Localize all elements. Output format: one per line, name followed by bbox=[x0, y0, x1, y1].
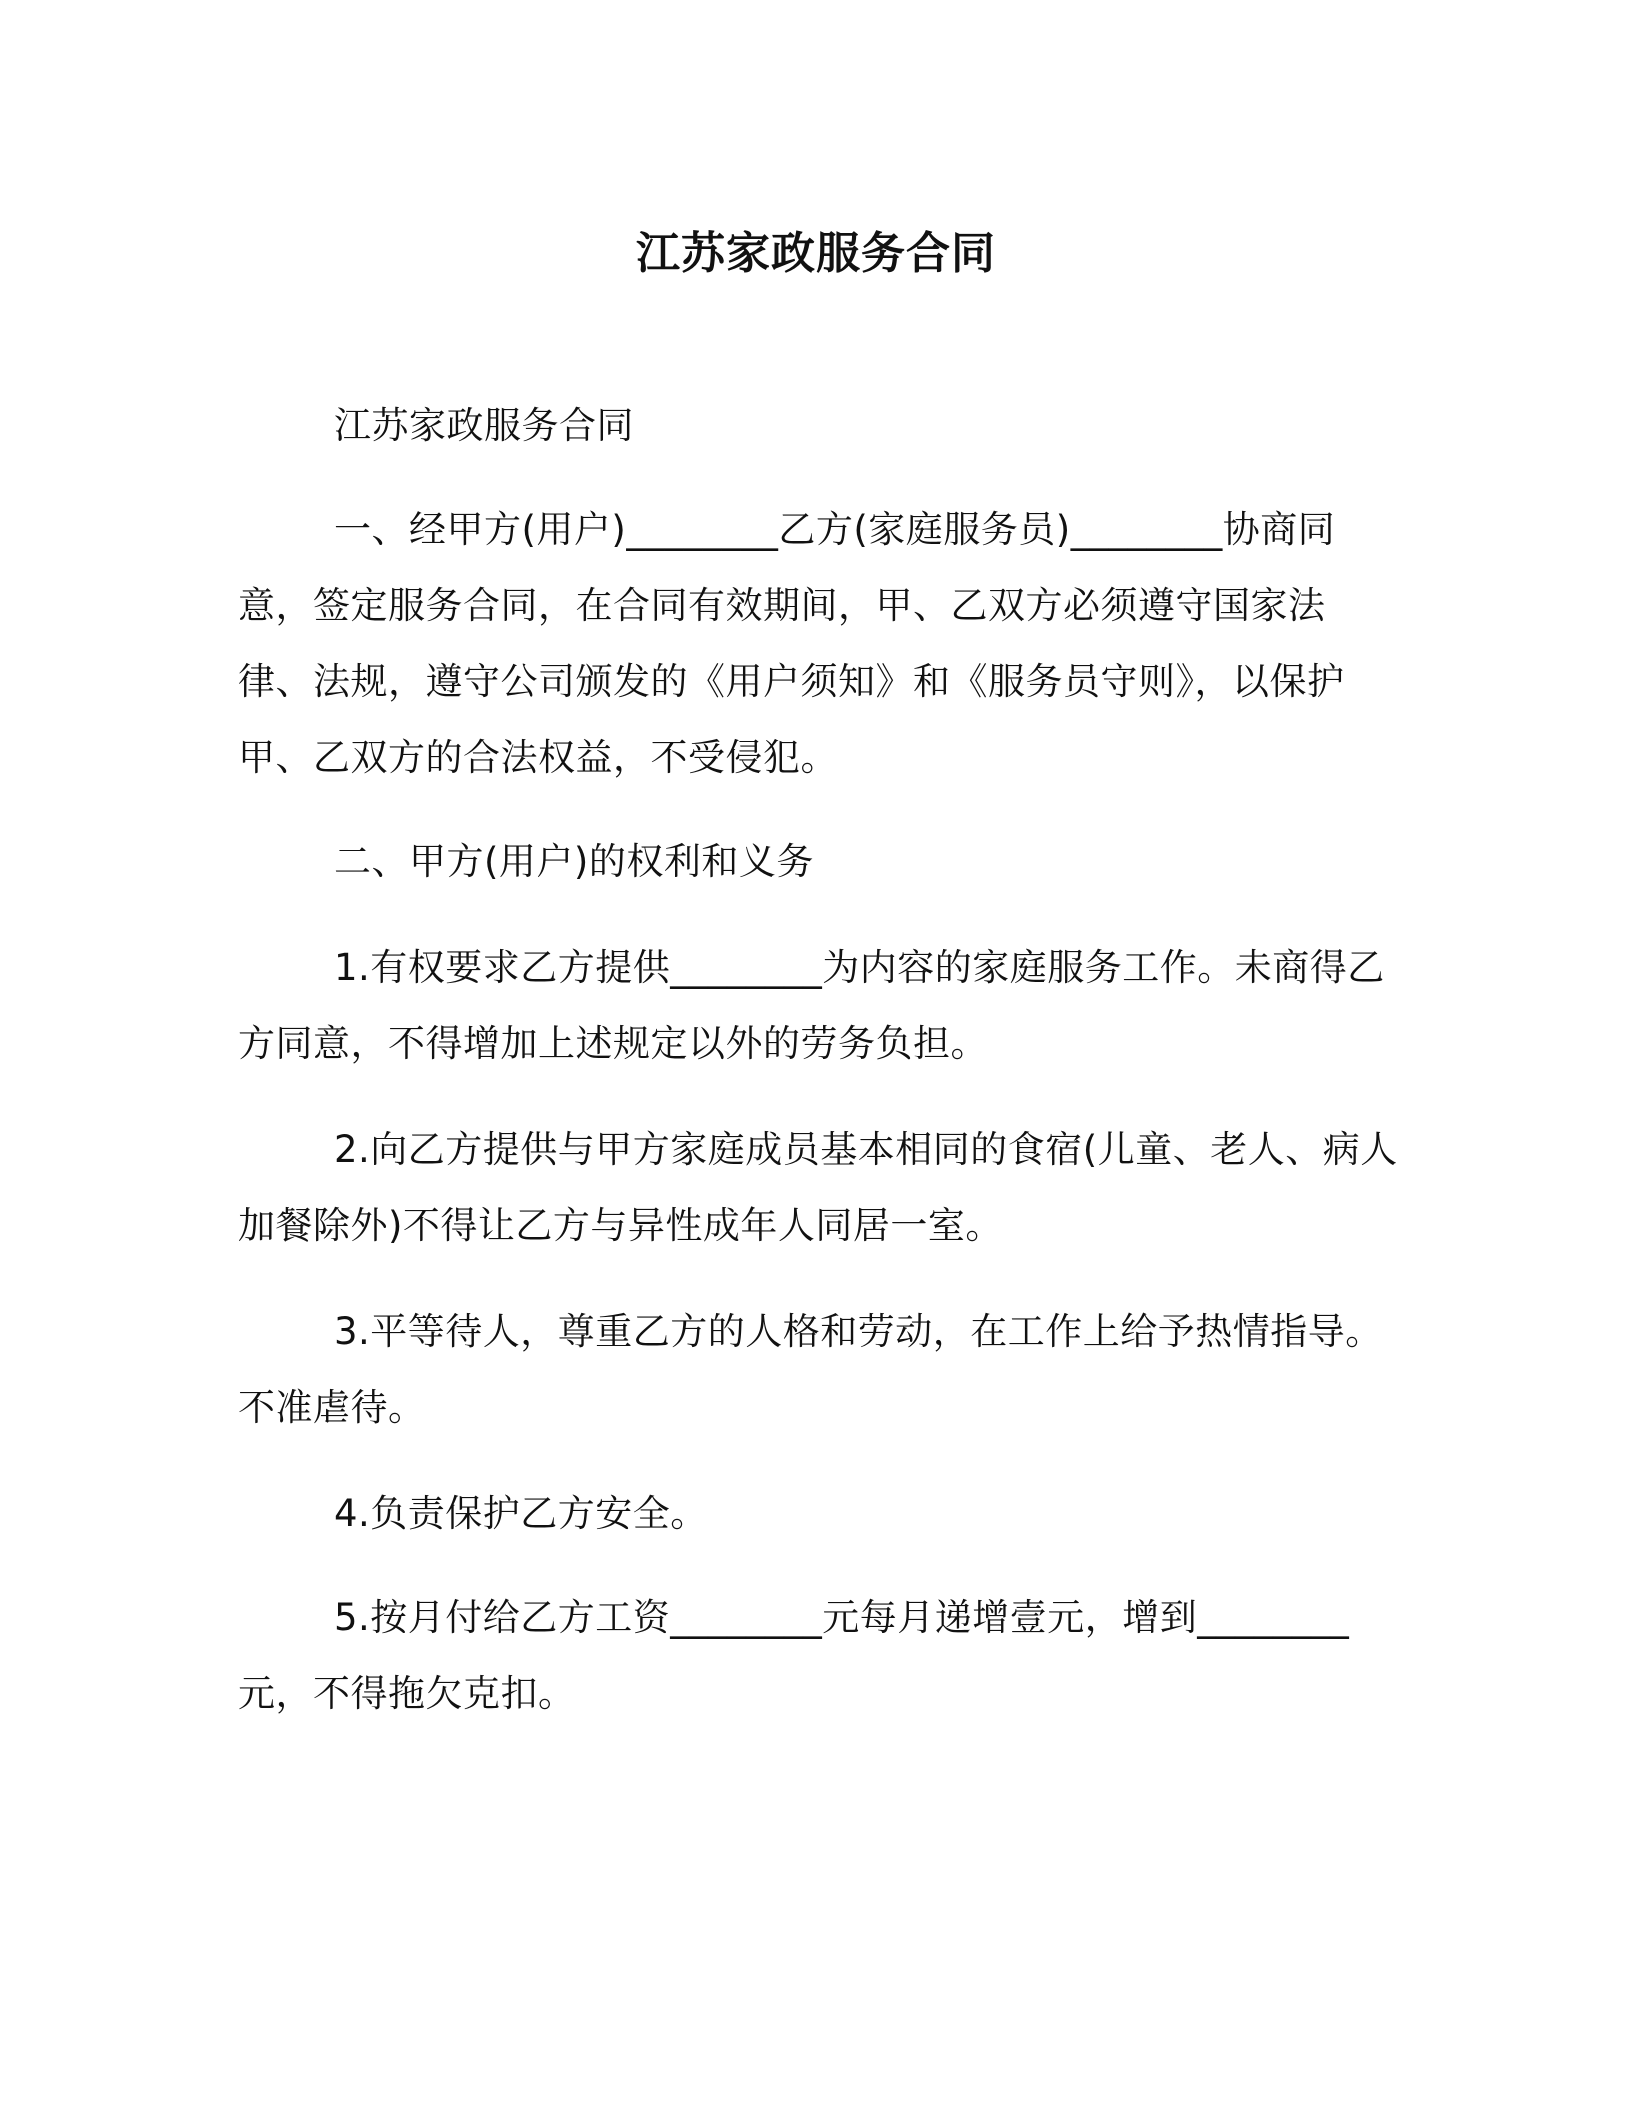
item-4-paragraph: 4.负责保护乙方安全。 bbox=[334, 1492, 708, 1535]
item-2-paragraph: 2.向乙方提供与甲方家庭成员基本相同的食宿(儿童、老人、病人加餐除外)不得让乙方与异性成年人同居一室。 bbox=[238, 1128, 1398, 1247]
section-two-heading: 二、甲方(用户)的权利和义务 bbox=[334, 840, 814, 883]
clause-one-paragraph: 一、经甲方(用户)________乙方(家庭服务员)________协商同意，签定服务合同，在合同有效期间，甲、乙双方必须遵守国家法律、法规，遵守公司颁发的《用户须知》和《服务员守则》，以保护甲、乙双方的合法权益，不受侵犯。 bbox=[238, 508, 1345, 779]
item-1-paragraph: 1.有权要求乙方提供________为内容的家庭服务工作。未商得乙方同意，不得增加上述规定以外的劳务负担。 bbox=[238, 946, 1385, 1065]
document-title: 江苏家政服务合同 bbox=[636, 228, 996, 279]
item-5-paragraph: 5.按月付给乙方工资________元每月递增壹元，增到________元，不得拖欠克扣。 bbox=[238, 1596, 1350, 1715]
subtitle-paragraph: 江苏家政服务合同 bbox=[334, 404, 634, 447]
item-3-paragraph: 3.平等待人，尊重乙方的人格和劳动，在工作上给予热情指导。不准虐待。 bbox=[238, 1310, 1383, 1429]
